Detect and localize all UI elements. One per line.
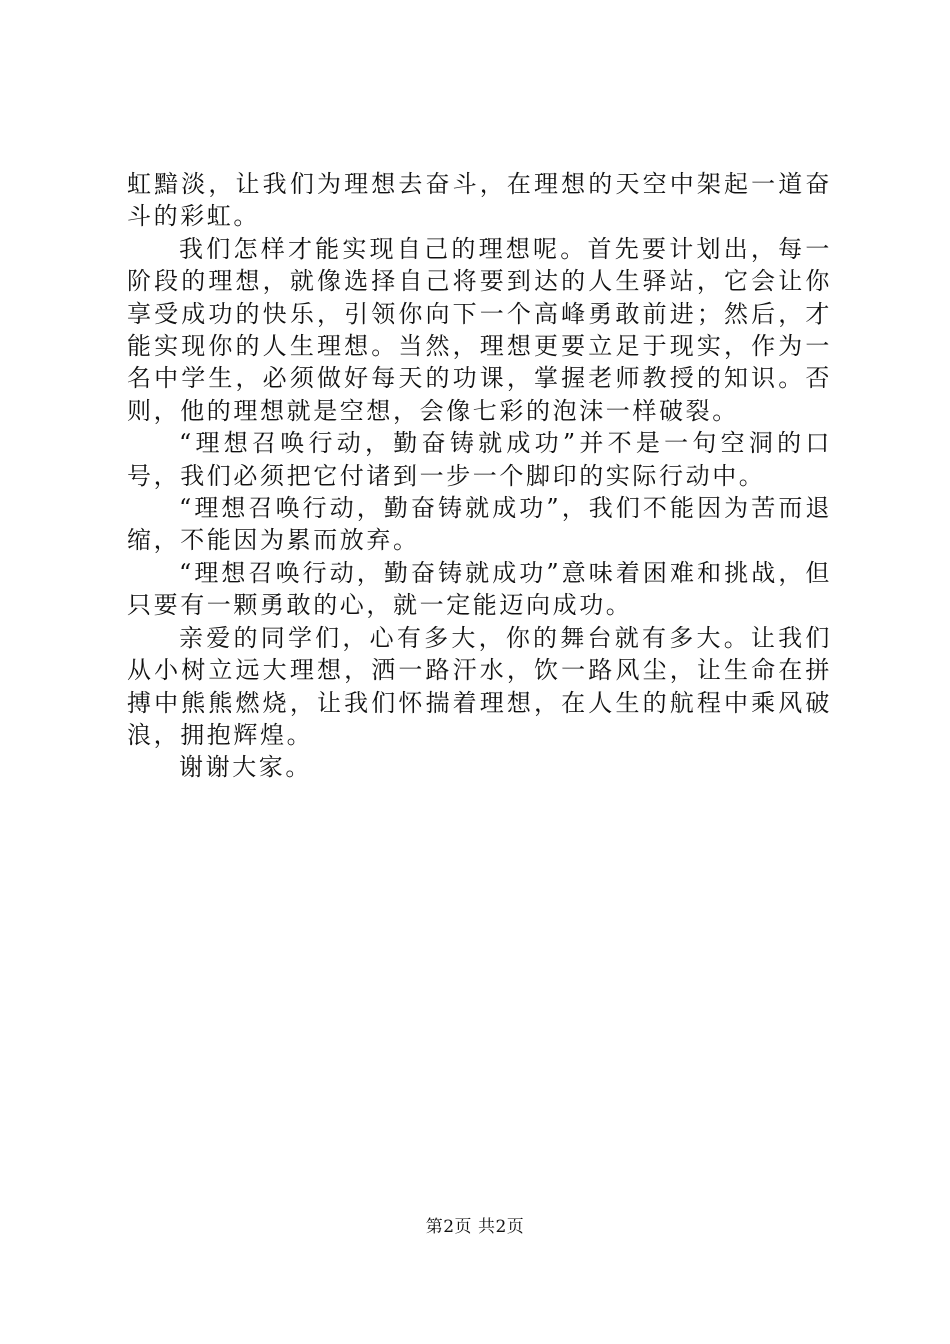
paragraph-3: “理想召唤行动，勤奋铸就成功”并不是一句空洞的口号，我们必须把它付诸到一步一个脚印的实际行动中。 xyxy=(127,429,832,490)
paragraph-2: 我们怎样才能实现自己的理想呢。首先要计划出，每一阶段的理想，就像选择自己将要到达的人生驿站，它会让你享受成功的快乐，引领你向下一个高峰勇敢前进；然后，才能实现你的人生理想。当然，理想更要立足于现实，作为一名中学生，必须做好每天的功课，掌握老师教授的知识。否则，他的理想就是空想，会像七彩的泡沫一样破裂。 xyxy=(127,234,832,425)
document-body xyxy=(127,168,832,784)
paragraph-6: 亲爱的同学们，心有多大，你的舞台就有多大。让我们从小树立远大理想，洒一路汗水，饮一路风尘，让生命在拼搏中熊熊燃烧，让我们怀揣着理想，在人生的航程中乘风破浪，拥抱辉煌。 xyxy=(127,623,832,749)
paragraph-4: “理想召唤行动，勤奋铸就成功”，我们不能因为苦而退缩，不能因为累而放弃。 xyxy=(127,494,832,555)
paragraph-5: “理想召唤行动，勤奋铸就成功”意味着困难和挑战，但只要有一颗勇敢的心，就一定能迈向成功。 xyxy=(127,558,832,620)
paragraph-closing: 谢谢大家。 xyxy=(179,753,312,782)
paragraph-1: 虹黯淡，让我们为理想去奋斗，在理想的天空中架起一道奋斗的彩虹。 xyxy=(127,170,832,231)
page-number-footer: 第2页 共2页 xyxy=(425,1217,525,1237)
